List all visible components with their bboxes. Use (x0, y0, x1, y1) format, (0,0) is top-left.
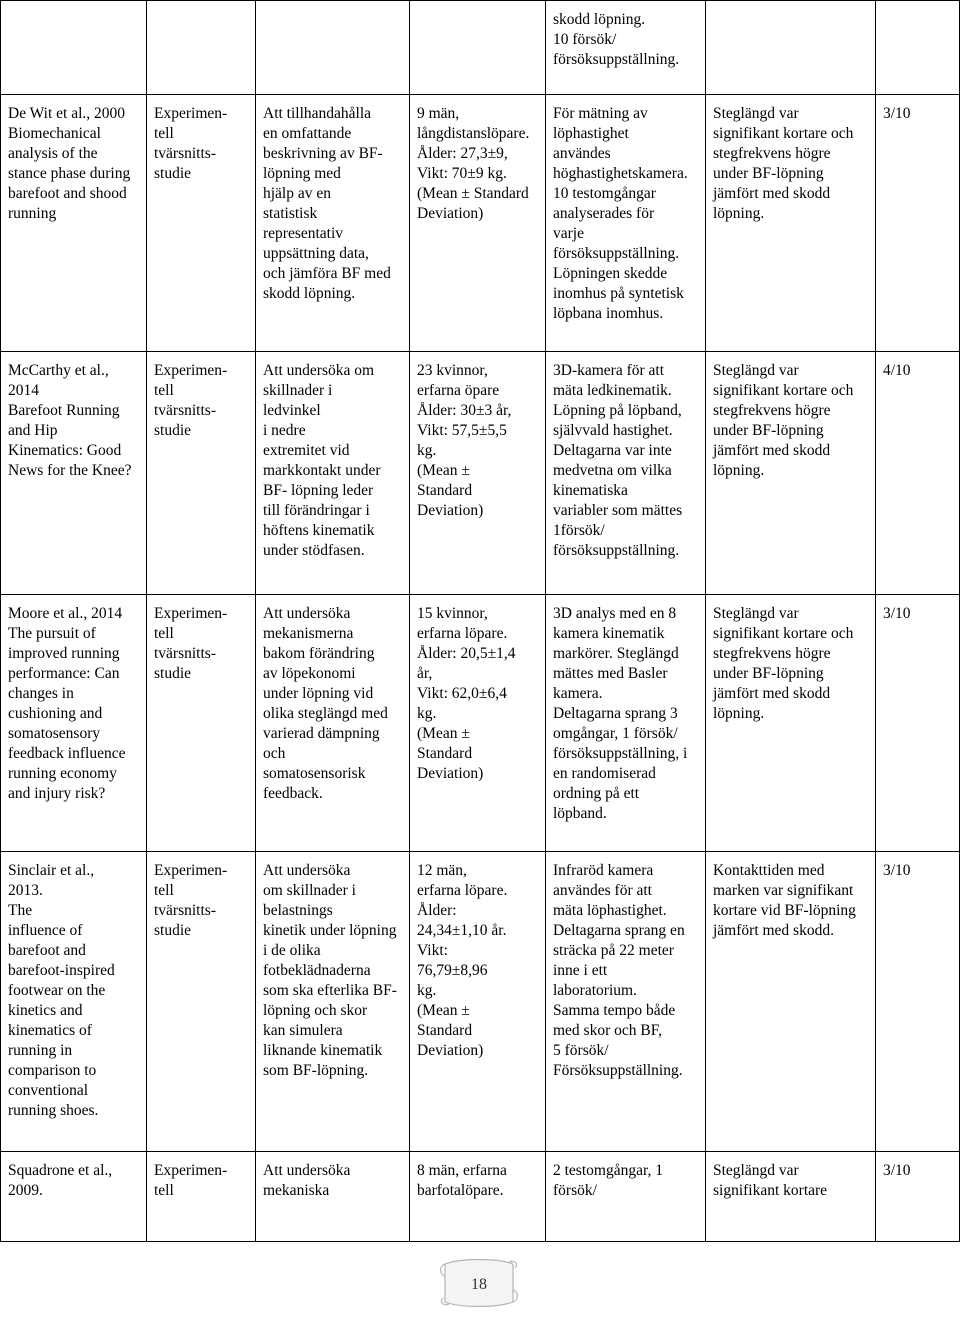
table-row-continuation (1, 1, 960, 95)
cell-author: De Wit et al., 2000 Biomechanical analysis of the stance phase during barefoot and shood running (1, 95, 147, 352)
cell-author: Squadrone et al., 2009. (1, 1152, 147, 1242)
cell-aim: Att undersöka mekaniska (256, 1152, 410, 1242)
cell-author: Sinclair et al., 2013. The influence of barefoot and barefoot-inspired footwear on the kinetics and kinematics of running in comparison to conventional running shoes. (1, 852, 147, 1152)
cell-aim (256, 1, 410, 95)
cell-participants (410, 1, 546, 95)
cell-author: Moore et al., 2014 The pursuit of improved running performance: Can changes in cushioning and somatosensory feedback influence running economy and injury risk? (1, 595, 147, 852)
cell-quality: 3/10 (876, 595, 960, 852)
cell-participants: 12 män, erfarna löpare. Ålder: 24,34±1,10 år. Vikt: 76,79±8,96 kg. (Mean ± Standard Deviation) (410, 852, 546, 1152)
cell-method: 2 testomgångar, 1 försök/ (546, 1152, 706, 1242)
cell-aim: Att undersöka mekanismerna bakom förändring av löpekonomi under löpning vid olika steglängd med varierad dämpning och somatosensorisk feedback. (256, 595, 410, 852)
cell-quality: 3/10 (876, 95, 960, 352)
cell-author (1, 1, 147, 95)
table-row (1, 1152, 960, 1242)
cell-design: Experimen- tell tvärsnitts- studie (147, 352, 256, 595)
cell-result: Steglängd var signifikant kortare och stegfrekvens högre under BF-löpning jämfört med skodd löpning. (706, 595, 876, 852)
cell-aim: Att undersöka om skillnader i belastnings kinetik under löpning i de olika fotbeklädnaderna som ska efterlika BF- löpning och skor kan simulera liknande kinematik som BF-löpning. (256, 852, 410, 1152)
table-row (1, 95, 960, 352)
cell-result: Steglängd var signifikant kortare och stegfrekvens högre under BF-löpning jämfört med skodd löpning. (706, 352, 876, 595)
cell-design (147, 1, 256, 95)
page-number-badge (431, 1254, 527, 1316)
cell-result: Steglängd var signifikant kortare och stegfrekvens högre under BF-löpning jämfört med skodd löpning. (706, 95, 876, 352)
cell-participants: 15 kvinnor, erfarna löpare. Ålder: 20,5±1,4 år, Vikt: 62,0±6,4 kg. (Mean ± Standard Deviation) (410, 595, 546, 852)
cell-quality: 3/10 (876, 852, 960, 1152)
cell-design: Experimen- tell tvärsnitts- studie (147, 595, 256, 852)
cell-method: Infraröd kamera användes för att mäta löphastighet. Deltagarna sprang en sträcka på 22 meter inne i ett laboratorium. Samma tempo både med skor och BF, 5 försök/ Försöksuppställning. (546, 852, 706, 1152)
cell-method: 3D-kamera för att mäta ledkinematik. Löpning på löpband, självvald hastighet. Deltagarna var inte medvetna om vilka kinematiska variabler som mättes 1försök/ försöksuppställning. (546, 352, 706, 595)
cell-design: Experimen- tell tvärsnitts- studie (147, 852, 256, 1152)
table-row (1, 852, 960, 1152)
cell-author: McCarthy et al., 2014 Barefoot Running and Hip Kinematics: Good News for the Knee? (1, 352, 147, 595)
cell-quality: 4/10 (876, 352, 960, 595)
page-number: 18 (471, 1276, 487, 1293)
cell-method: 3D analys med en 8 kamera kinematik markörer. Steglängd mättes med Basler kamera. Deltagarna sprang 3 omgångar, 1 försök/ försöksuppställning, i en randomiserad ordning på ett löpband. (546, 595, 706, 852)
cell-participants: 23 kvinnor, erfarna öpare Ålder: 30±3 år, Vikt: 57,5±5,5 kg. (Mean ± Standard Deviation) (410, 352, 546, 595)
cell-result: Kontakttiden med marken var signifikant kortare vid BF-löpning jämfört med skodd. (706, 852, 876, 1152)
cell-quality: 3/10 (876, 1152, 960, 1242)
cell-method: skodd löpning. 10 försök/ försöksuppställning. (546, 1, 706, 95)
table-row (1, 595, 960, 852)
cell-aim: Att tillhandahålla en omfattande beskrivning av BF- löpning med hjälp av en statistisk representativ uppsättning data, och jämföra BF med skodd löpning. (256, 95, 410, 352)
cell-design: Experimen- tell (147, 1152, 256, 1242)
cell-result: Steglängd var signifikant kortare (706, 1152, 876, 1242)
cell-participants: 9 män, långdistanslöpare. Ålder: 27,3±9, Vikt: 70±9 kg. (Mean ± Standard Deviation) (410, 95, 546, 352)
cell-design: Experimen- tell tvärsnitts- studie (147, 95, 256, 352)
cell-participants: 8 män, erfarna barfotalöpare. (410, 1152, 546, 1242)
cell-result (706, 1, 876, 95)
cell-aim: Att undersöka om skillnader i ledvinkel i nedre extremitet vid markkontakt under BF- löpning leder till förändringar i höftens kinematik under stödfasen. (256, 352, 410, 595)
cell-method: För mätning av löphastighet användes höghastighetskamera. 10 testomgångar analyserades för varje försöksuppställning. Löpningen skedde inomhus på syntetisk löpbana inomhus. (546, 95, 706, 352)
cell-quality (876, 1, 960, 95)
table-row (1, 352, 960, 595)
